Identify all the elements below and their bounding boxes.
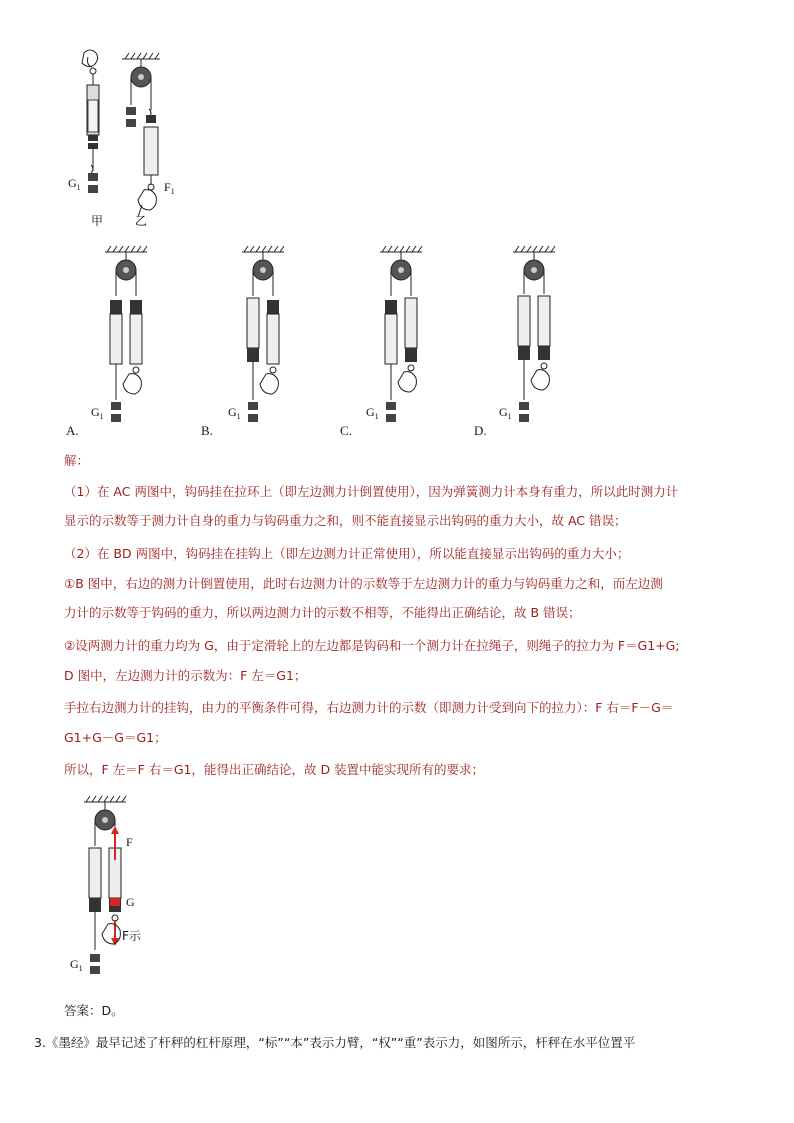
solution-p3-line2: 力计的示数等于钩码的重力，所以两边测力计的示数不相等，不能得出正确结论，故 B 错误；: [64, 605, 581, 620]
force-diagram: [64, 790, 184, 985]
option-c-weight: [386, 402, 396, 422]
solution-p6-line1: 所以，F 左＝F 右＝G1，能得出正确结论，故 D 装置中能实现所有的要求；: [64, 762, 485, 777]
yi-spring-scale: [144, 109, 158, 190]
force-diagram-svg: [64, 790, 184, 985]
solution-p5-line1: 手拉右边测力计的挂钩，由力的平衡条件可得，右边测力计的示数（即测力计受到向下的拉力）：F 右＝F－G＝: [64, 700, 674, 715]
force-f-label: F: [126, 835, 133, 849]
option-b-hand-icon: [260, 374, 278, 394]
caption-yi: 乙: [135, 214, 148, 228]
option-b-right-scale: [267, 300, 279, 373]
force-arrow-g: [110, 898, 120, 906]
option-c-g1-label: $G_1$: [366, 405, 379, 421]
jia-spring-scale: [87, 74, 99, 173]
option-a-label[interactable]: A.: [66, 423, 79, 438]
force-diagram-left-scale: [89, 848, 101, 950]
option-c-right-scale: [405, 298, 417, 371]
option-a-left-scale: [110, 300, 122, 400]
option-d-hand-icon: [531, 370, 549, 390]
option-d-pulley-icon: [524, 260, 544, 280]
option-d-label[interactable]: D.: [474, 423, 487, 438]
option-b-weight: [248, 402, 258, 422]
force-g1-label: $G_1$: [70, 957, 83, 973]
solution-p4-line2: D 图中，左边测力计的示数为：F 左＝G1；: [64, 668, 307, 683]
jia-g1-label: $G_1$: [68, 176, 81, 192]
force-diagram-weight: [90, 954, 100, 974]
option-c-pulley-icon: [391, 260, 411, 280]
option-a-hand-icon: [123, 374, 141, 394]
option-c-label[interactable]: C.: [340, 423, 352, 438]
option-d-right-scale: [538, 296, 550, 369]
option-a-svg: [85, 240, 175, 435]
option-b-left-scale: [247, 298, 259, 400]
option-c-svg: [360, 240, 450, 435]
figure-jia-yi-svg: [60, 45, 200, 235]
solution-p5-line2: G1+G－G＝G1；: [64, 730, 167, 745]
option-d-figure: [493, 240, 583, 435]
option-d-weight: [519, 402, 529, 422]
yi-ceiling: [122, 53, 160, 67]
question-3-text: 3.《墨经》最早记述了杆秤的杠杆原理，“标”“本”表示力臂，“权”“重”表示力，如图所示，杆秤在水平位置平: [34, 1035, 636, 1050]
option-b-figure: [222, 240, 312, 435]
option-b-label[interactable]: B.: [201, 423, 213, 438]
figure-jia-yi: [60, 45, 200, 235]
yi-pulley-icon: [131, 67, 151, 110]
force-g-label: G: [126, 895, 135, 909]
solution-heading: 解：: [64, 453, 90, 468]
force-diagram-pulley-icon: [95, 810, 115, 830]
jia-hand-icon: [82, 50, 98, 74]
option-b-g1-label: $G_1$: [228, 405, 241, 421]
option-b-svg: [222, 240, 312, 435]
answer-text: 答案：D。: [64, 1003, 124, 1018]
option-a-g1-label: $G_1$: [91, 405, 104, 421]
yi-f1-label: $F_1$: [164, 180, 175, 196]
solution-p4-line1: ②设两测力计的重力均为 G，由于定滑轮上的左边都是钩码和一个测力计在拉绳子，则绳子的拉力为 F＝G1+G;: [64, 638, 680, 653]
solution-p1-line1: （1）在 AC 两图中，钩码挂在拉环上（即左边测力计倒置使用），因为弹簧测力计本身有重力，所以此时测力计: [64, 484, 679, 499]
option-a-right-scale: [130, 300, 142, 373]
option-a-pulley-icon: [116, 260, 136, 280]
solution-p1-line2: 显示的示数等于测力计自身的重力与钩码重力之和，则不能直接显示出钩码的重力大小，故 AC 错误；: [64, 513, 627, 528]
solution-p2-line1: （2）在 BD 两图中，钩码挂在挂钩上（即左边测力计正常使用），所以能直接显示出钩码的重力大小；: [64, 546, 630, 561]
force-fshi-label: F示: [122, 929, 141, 943]
option-c-hand-icon: [398, 372, 416, 392]
option-c-left-scale: [385, 300, 397, 400]
option-a-figure: [85, 240, 175, 435]
option-b-pulley-icon: [253, 260, 273, 280]
caption-jia: 甲: [91, 214, 104, 228]
option-a-weight: [111, 402, 121, 422]
force-diagram-hand-icon: [102, 924, 120, 944]
yi-hand-icon: [138, 190, 156, 217]
option-d-svg: [493, 240, 583, 435]
option-d-g1-label: $G_1$: [499, 405, 512, 421]
jia-weight: [88, 173, 98, 193]
option-d-left-scale: [518, 296, 530, 400]
yi-left-weight: [126, 107, 136, 127]
option-c-figure: [360, 240, 450, 435]
solution-p3-line1: ①B 图中，右边的测力计倒置使用，此时右边测力计的示数等于左边测力计的重力与钩码重力之和，而左边测: [64, 576, 663, 591]
